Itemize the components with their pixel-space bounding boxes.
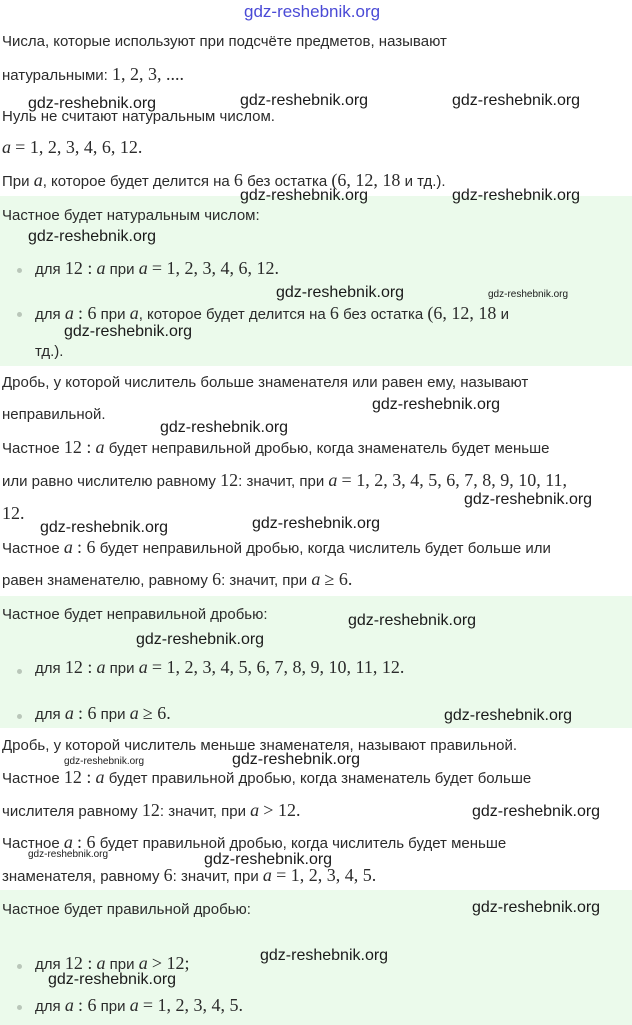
box3-item-2: для a : 6 при a = 1, 2, 3, 4, 5. <box>35 995 244 1015</box>
watermark: gdz-reshebnik.org <box>488 289 569 300</box>
watermark: gdz-reshebnik.org <box>452 92 581 109</box>
bullet <box>17 312 22 317</box>
watermark: gdz-reshebnik.org <box>444 707 573 724</box>
box1-title: Частное будет натуральным числом: <box>2 207 260 224</box>
watermark: gdz-reshebnik.org <box>276 284 405 301</box>
paragraph-12-over-a-improper: Частное 12 : a будет неправильной дробью, когда знаменатель будет меньше <box>2 437 550 457</box>
box2-title: Частное будет неправильной дробью: <box>2 606 268 623</box>
paragraph-zero: Нуль не считают натуральным числом. <box>2 108 275 125</box>
watermark: gdz-reshebnik.org <box>452 187 581 204</box>
watermark: gdz-reshebnik.org <box>252 515 381 532</box>
paragraph-a-over-6-improper: Частное a : 6 будет неправильной дробью, когда числитель будет больше или <box>2 537 551 557</box>
watermark: gdz-reshebnik.org <box>348 612 477 629</box>
watermark: gdz-reshebnik.org <box>372 396 501 413</box>
watermark: gdz-reshebnik.org <box>48 971 177 988</box>
watermark: gdz-reshebnik.org <box>28 228 157 245</box>
watermark: gdz-reshebnik.org <box>28 849 109 860</box>
watermark: gdz-reshebnik.org <box>136 631 265 648</box>
watermark: gdz-reshebnik.org <box>240 92 369 109</box>
box1-item-2: для a : 6 при a, которое будет делится на 6 без остатка (6, 12, 18 и <box>35 303 509 323</box>
watermark: gdz-reshebnik.org <box>240 187 369 204</box>
paragraph-a-over-6-proper-2: знаменателя, равному 6: значит, при a = 1, 2, 3, 4, 5. <box>2 865 377 885</box>
paragraph-12-over-a-proper: Частное 12 : a будет правильной дробью, когда знаменатель будет больше <box>2 767 532 787</box>
watermark: gdz-reshebnik.org <box>244 2 381 21</box>
watermark: gdz-reshebnik.org <box>260 947 389 964</box>
paragraph-improper-def: Дробь, у которой числитель больше знаменателя или равен ему, называют <box>2 374 529 391</box>
box3-item-1: для 12 : a при a > 12; <box>35 953 190 973</box>
box1-item-2-cont: тд.). <box>35 343 64 360</box>
paragraph-a-divisible: При a, которое будет делится на 6 без остатка (6, 12, 18 и тд.). <box>2 170 446 190</box>
bullet <box>17 714 22 719</box>
paragraph-improper-word: неправильной. <box>2 406 106 423</box>
watermark: gdz-reshebnik.org <box>472 899 601 916</box>
paragraph-a-over-6-improper-2: равен знаменателю, равному 6: значит, при a ≥ 6. <box>2 569 353 589</box>
watermark: gdz-reshebnik.org <box>64 756 145 767</box>
watermark: gdz-reshebnik.org <box>464 491 593 508</box>
watermark: gdz-reshebnik.org <box>204 851 333 868</box>
formula-a-values: a = 1, 2, 3, 4, 6, 12. <box>2 137 143 157</box>
watermark: gdz-reshebnik.org <box>64 323 193 340</box>
paragraph-12-over-a-improper-2: или равно числителю равному 12: значит, при a = 1, 2, 3, 4, 5, 6, 7, 8, 9, 10, 11, <box>2 470 568 490</box>
paragraph-natural-list: натуральными: 1, 2, 3, .... <box>2 64 185 84</box>
box3-title: Частное будет правильной дробью: <box>2 901 251 918</box>
bullet <box>17 669 22 674</box>
watermark: gdz-reshebnik.org <box>232 751 361 768</box>
box1-item-1: для 12 : a при a = 1, 2, 3, 4, 6, 12. <box>35 258 280 278</box>
paragraph-proper-def: Дробь, у которой числитель меньше знаменателя, называют правильной. <box>2 737 517 754</box>
bullet <box>17 1005 22 1010</box>
bullet <box>17 268 22 273</box>
watermark: gdz-reshebnik.org <box>40 519 169 536</box>
paragraph-a-over-6-proper: Частное a : 6 будет правильной дробью, когда числитель будет меньше <box>2 832 507 852</box>
box2-item-1: для 12 : a при a = 1, 2, 3, 4, 5, 6, 7, 8, 9, 10, 11, 12. <box>35 657 405 677</box>
paragraph-natural-def: Числа, которые используют при подсчёте предметов, называют <box>2 33 447 50</box>
bullet <box>17 964 22 969</box>
watermark: gdz-reshebnik.org <box>472 803 601 820</box>
watermark: gdz-reshebnik.org <box>28 95 157 112</box>
paragraph-12-over-a-proper-2: числителя равному 12: значит, при a > 12. <box>2 800 301 820</box>
paragraph-12-over-a-improper-3: 12. <box>2 503 25 523</box>
watermark: gdz-reshebnik.org <box>160 419 289 436</box>
box2-item-2: для a : 6 при a ≥ 6. <box>35 703 171 723</box>
